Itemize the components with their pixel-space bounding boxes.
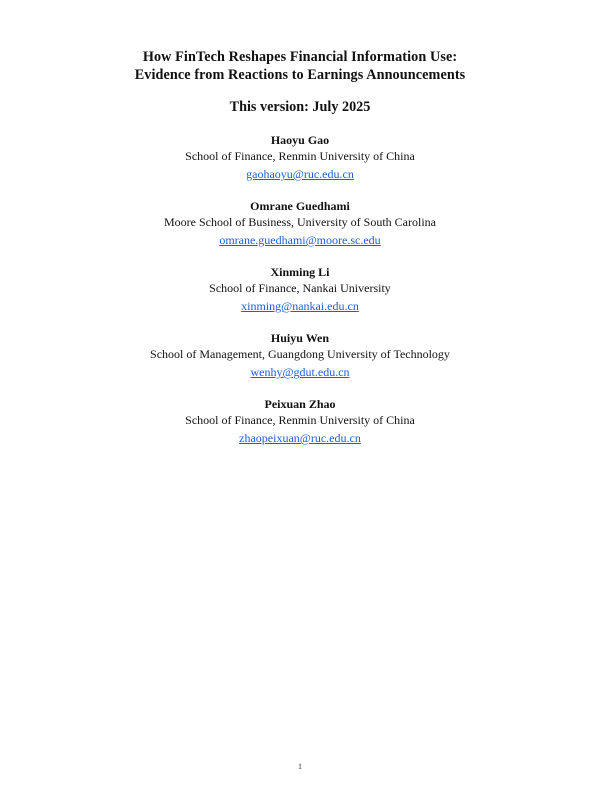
author-email-link[interactable]: xinming@nankai.edu.cn	[241, 299, 359, 313]
author-email-link[interactable]: zhaopeixuan@ruc.edu.cn	[239, 431, 361, 445]
author-block	[0, 330, 600, 396]
author-affiliation: School of Finance, Renmin University of China	[185, 413, 415, 427]
page-number: 1	[298, 762, 302, 771]
title-line-2: Evidence from Reactions to Earnings Announcements	[134, 67, 466, 83]
author-block	[0, 132, 600, 198]
paper-title	[0, 48, 600, 84]
author-email-link[interactable]: wenhy@gdut.edu.cn	[250, 365, 350, 379]
version-line: This version: July 2025	[229, 99, 371, 115]
author-affiliation: School of Management, Guangdong University of Technology	[150, 347, 450, 361]
author-list	[0, 132, 600, 462]
author-block	[0, 396, 600, 462]
author-name: Haoyu Gao	[270, 133, 330, 147]
author-email-link[interactable]: gaohaoyu@ruc.edu.cn	[246, 167, 354, 181]
author-name: Omrane Guedhami	[250, 199, 350, 213]
author-email-link[interactable]: omrane.guedhami@moore.sc.edu	[219, 233, 381, 247]
author-name: Huiyu Wen	[270, 331, 330, 345]
author-block	[0, 264, 600, 330]
author-name: Xinming Li	[270, 265, 330, 279]
author-affiliation: School of Finance, Nankai University	[209, 281, 391, 295]
author-affiliation: Moore School of Business, University of South Carolina	[164, 215, 436, 229]
author-block	[0, 198, 600, 264]
author-name: Peixuan Zhao	[264, 397, 336, 411]
title-line-1: How FinTech Reshapes Financial Information Use:	[142, 49, 458, 65]
author-affiliation: School of Finance, Renmin University of China	[185, 149, 415, 163]
